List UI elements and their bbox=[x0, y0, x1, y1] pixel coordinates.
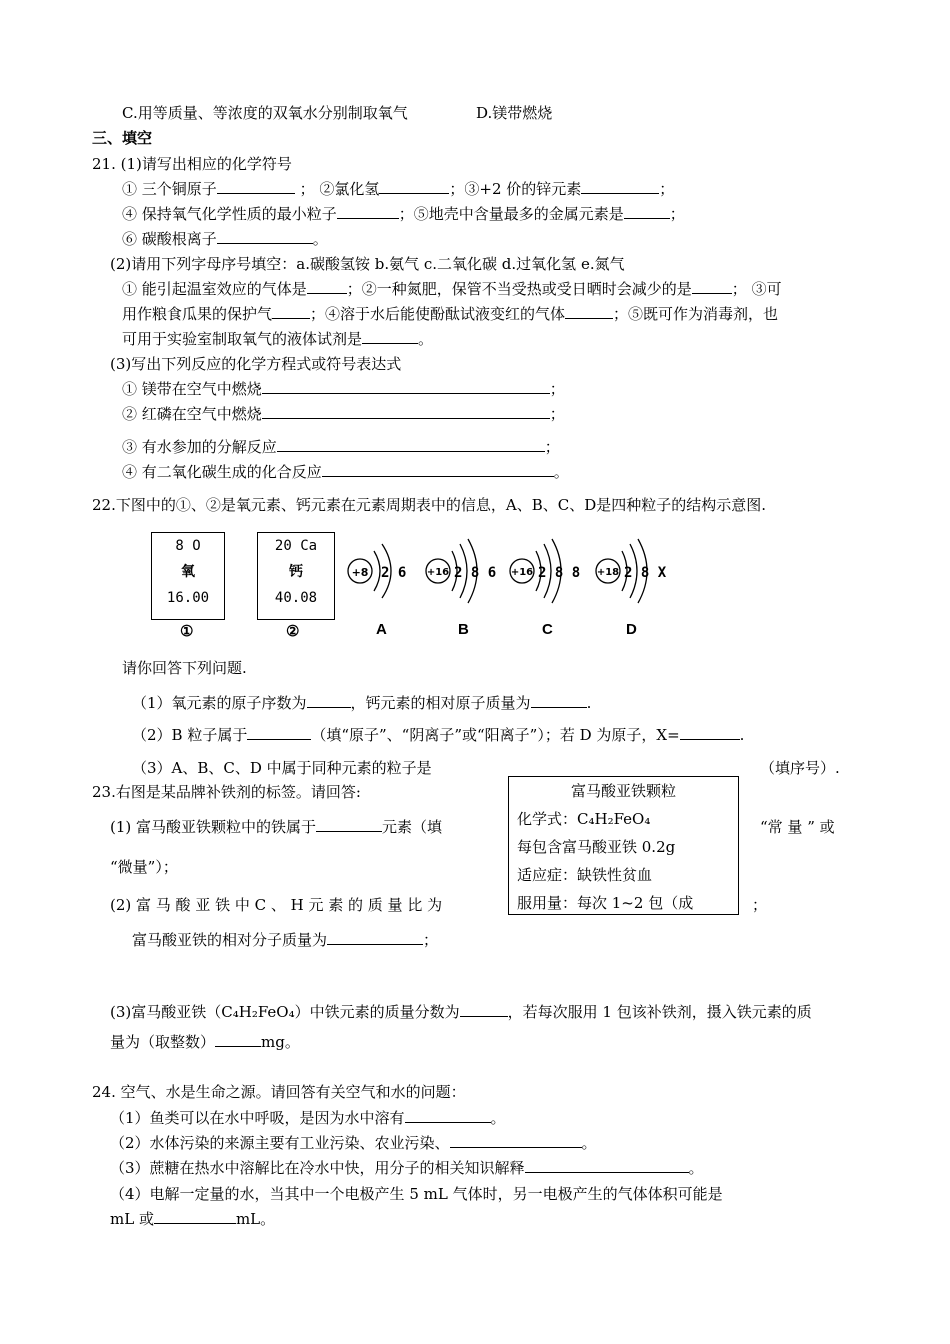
q21-p2-line3: 可用于实验室制取氧气的液体试剂是 。 bbox=[122, 330, 434, 348]
label-indication: 适应症：缺铁性贫血 bbox=[517, 866, 653, 884]
answer-blank[interactable] bbox=[581, 179, 659, 194]
electron-shells: 2 6 bbox=[381, 565, 407, 581]
answer-blank[interactable] bbox=[379, 179, 449, 194]
answer-blank[interactable] bbox=[247, 725, 311, 740]
atom-diagram-b bbox=[424, 536, 508, 636]
q24-sub3: （3）蔗糖在热水中溶解比在冷水中快，用分子的相关知识解释 。 bbox=[110, 1159, 704, 1177]
q22-intro: 22.下图中的①、②是氧元素、钙元素在元素周期表中的信息，A、B、C、D是四种粒子的结构示意图. bbox=[92, 496, 766, 514]
q23-intro: 23.右图是某品牌补铁剂的标签。请回答: bbox=[92, 783, 361, 801]
atom-label: B bbox=[458, 621, 469, 636]
answer-blank[interactable] bbox=[525, 1158, 689, 1173]
atom-label: C bbox=[542, 621, 553, 636]
answer-blank[interactable] bbox=[154, 1209, 236, 1224]
q21-reaction3: ③ 有水参加的分解反应 ； bbox=[122, 438, 560, 456]
q23-part1: (1) 富马酸亚铁颗粒中的铁属于 元素（填 bbox=[110, 818, 443, 836]
card-caption: ② bbox=[286, 623, 300, 640]
q23-part3: (3)富马酸亚铁（C₄H₂FeO₄）中铁元素的质量分数为 ，若每次服用 1 包该补铁剂，摄入铁元素的质 bbox=[110, 1003, 812, 1021]
answer-blank[interactable] bbox=[262, 404, 550, 419]
label-dose: 每包含富马酸亚铁 0.2g bbox=[517, 838, 676, 856]
q22-sub3-end: （填序号）. bbox=[760, 759, 840, 777]
q21-part2: (2)请用下列字母序号填空：a.碳酸氢铵 b.氨气 c.二氧化碳 d.过氧化氢 e.氮气 bbox=[110, 255, 625, 273]
q21-intro: 21. (1)请写出相应的化学符号 bbox=[92, 155, 292, 173]
element-card-oxygen bbox=[151, 532, 225, 620]
answer-blank[interactable] bbox=[460, 1002, 508, 1017]
answer-blank[interactable] bbox=[272, 304, 310, 319]
answer-blank[interactable] bbox=[307, 693, 351, 708]
answer-blank[interactable] bbox=[362, 329, 418, 344]
supplement-label bbox=[508, 776, 739, 915]
q24-sub2: （2）水体污染的来源主要有工业污染、农业污染、 。 bbox=[110, 1134, 597, 1152]
q23-part3-cont: 量为（取整数） mg。 bbox=[110, 1033, 300, 1051]
atom-diagram-a bbox=[344, 536, 428, 636]
q21-p2-line2: 用作粮食瓜果的保护气 ；④溶于水后能使酚酞试液变红的气体 ；⑤既可作为消毒剂，也 bbox=[122, 305, 779, 323]
atom-diagram-c bbox=[508, 536, 592, 636]
q24-sub4: （4）电解一定量的水，当其中一个电极产生 5 mL 气体时，另一电极产生的气体体积可能是 bbox=[110, 1185, 723, 1203]
answer-blank[interactable] bbox=[262, 379, 550, 394]
option-c: C.用等质量、等浓度的双氧水分别制取氧气 bbox=[122, 104, 408, 122]
q21-line1: ① 三个铜原子 ； ②氯化氢 ；③+2 价的锌元素 ； bbox=[122, 180, 675, 198]
answer-blank[interactable] bbox=[217, 229, 313, 244]
q21-reaction1: ① 镁带在空气中燃烧 ； bbox=[122, 380, 565, 398]
electron-shells: 2 8 X bbox=[624, 565, 667, 581]
answer-blank[interactable] bbox=[277, 437, 545, 452]
q21-part3: (3)写出下列反应的化学方程式或符号表达式 bbox=[110, 355, 402, 373]
q23-part1-right: “常 量 ” 或 bbox=[760, 818, 835, 836]
label-usage: 服用量：每次 1~2 包（成 bbox=[517, 894, 694, 912]
answer-blank[interactable] bbox=[450, 1133, 582, 1148]
nucleus-charge: +16 bbox=[426, 567, 450, 578]
card-number-symbol: 20 Ca bbox=[274, 538, 318, 554]
answer-blank[interactable] bbox=[217, 179, 295, 194]
nucleus-charge: +16 bbox=[510, 567, 534, 578]
q21-p2-line1: ① 能引起温室效应的气体是 ；②一种氮肥，保管不当受热或受日晒时会减少的是 ； ③可 bbox=[122, 280, 782, 298]
q21-line2: ④ 保持氧气化学性质的最小粒子 ；⑤地壳中含量最多的金属元素是 ； bbox=[122, 205, 685, 223]
card-element-name: 氧 bbox=[181, 564, 195, 580]
answer-blank[interactable] bbox=[531, 693, 587, 708]
q23-part2-end: ； bbox=[752, 896, 768, 914]
card-number-symbol: 8 O bbox=[175, 538, 201, 554]
answer-blank[interactable] bbox=[692, 279, 732, 294]
atom-label: A bbox=[376, 621, 387, 636]
q22-sub2: （2）B 粒子属于 （填“原子”、“阴离子”或“阳离子”）；若 D 为原子，X= . bbox=[132, 726, 745, 744]
nucleus-charge: +8 bbox=[351, 566, 369, 579]
q23-part2-cont: 富马酸亚铁的相对分子质量为 ； bbox=[132, 931, 439, 949]
electron-shells: 2 8 8 bbox=[538, 565, 581, 581]
label-formula: 化学式：C₄H₂FeO₄ bbox=[517, 810, 651, 828]
q22-sub1: （1）氧元素的原子序数为 ，钙元素的相对原子质量为 . bbox=[132, 694, 592, 712]
answer-blank[interactable] bbox=[624, 204, 670, 219]
q21-reaction2: ② 红磷在空气中燃烧 ； bbox=[122, 405, 565, 423]
q21-reaction4: ④ 有二氧化碳生成的化合反应 。 bbox=[122, 463, 569, 481]
card-atomic-mass: 16.00 bbox=[166, 590, 210, 606]
answer-blank[interactable] bbox=[337, 204, 399, 219]
q22-ask: 请你回答下列问题. bbox=[122, 659, 247, 677]
card-element-name: 钙 bbox=[289, 564, 303, 580]
answer-blank[interactable] bbox=[405, 1108, 491, 1123]
answer-blank[interactable] bbox=[215, 1032, 261, 1047]
answer-blank[interactable] bbox=[327, 930, 423, 945]
answer-blank[interactable] bbox=[307, 279, 347, 294]
q24-sub1: （1）鱼类可以在水中呼吸，是因为水中溶有 。 bbox=[110, 1109, 506, 1127]
card-caption: ① bbox=[180, 623, 194, 640]
q23-part2: (2) 富 马 酸 亚 铁 中 C 、 H 元 素 的 质 量 比 为 bbox=[110, 896, 443, 914]
answer-blank[interactable] bbox=[680, 725, 740, 740]
atom-label: D bbox=[626, 621, 637, 636]
nucleus-charge: +18 bbox=[596, 567, 620, 578]
card-atomic-mass: 40.08 bbox=[274, 590, 318, 606]
q22-sub3: （3）A、B、C、D 中属于同种元素的粒子是 bbox=[132, 759, 432, 777]
section-heading: 三、填空 bbox=[92, 129, 153, 147]
answer-blank[interactable] bbox=[316, 817, 382, 832]
element-card-calcium bbox=[257, 532, 335, 620]
q21-line3: ⑥ 碳酸根离子 。 bbox=[122, 230, 328, 248]
label-title: 富马酸亚铁颗粒 bbox=[570, 782, 676, 800]
option-d: D.镁带燃烧 bbox=[476, 104, 553, 122]
q23-part1-cont: “微量”）； bbox=[110, 858, 178, 876]
q24-intro: 24. 空气、水是生命之源。请回答有关空气和水的问题： bbox=[92, 1083, 466, 1101]
electron-shells: 2 8 6 bbox=[454, 565, 497, 581]
answer-blank[interactable] bbox=[565, 304, 613, 319]
answer-blank[interactable] bbox=[322, 462, 554, 477]
atom-diagram-d bbox=[594, 536, 678, 636]
q24-sub4-cont: mL 或 mL。 bbox=[110, 1210, 276, 1228]
